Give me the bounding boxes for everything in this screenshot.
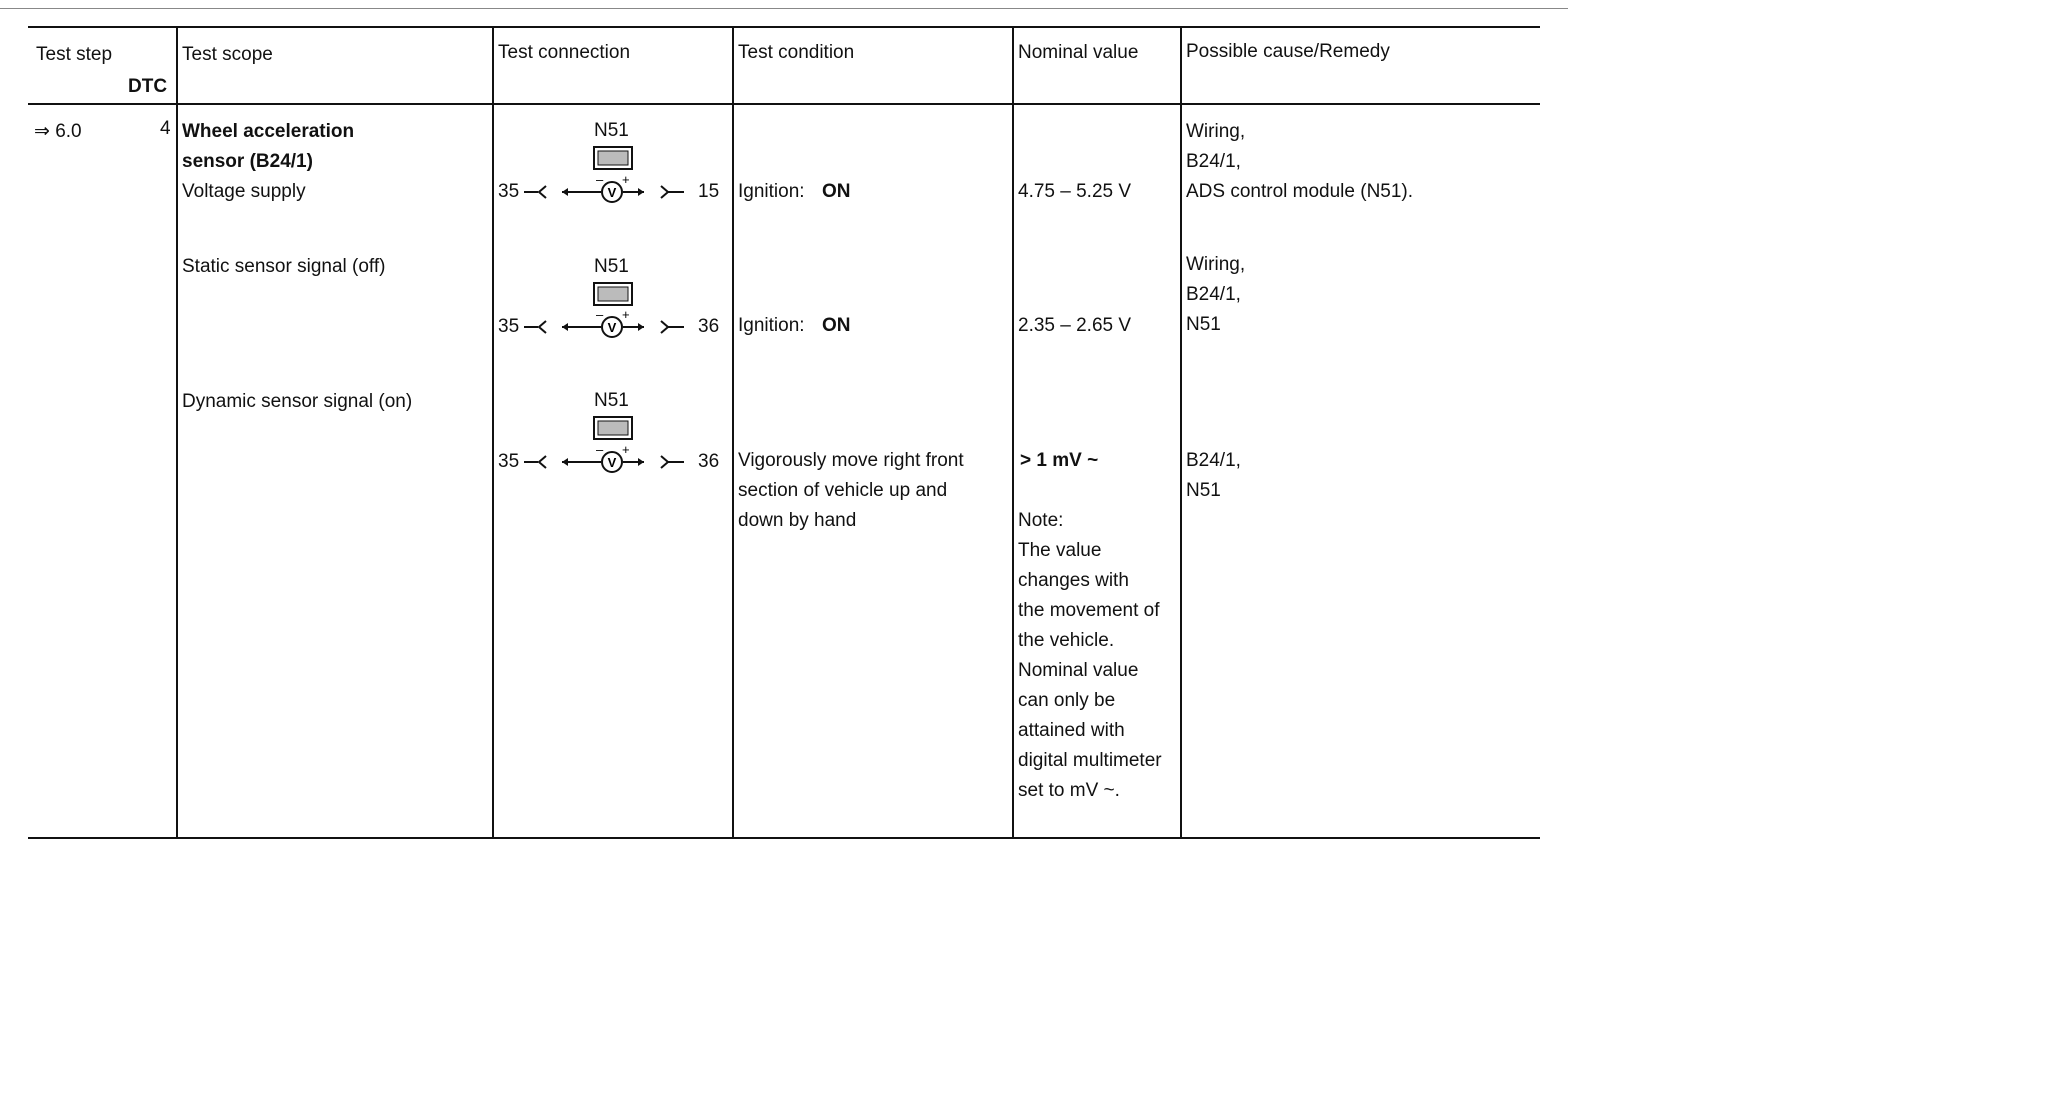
- module-label: N51: [594, 256, 629, 277]
- nominal-value: 4.75 – 5.25 V: [1018, 181, 1132, 202]
- voltmeter-connection-icon: [494, 116, 734, 206]
- note-line: The value: [1018, 540, 1102, 561]
- svg-text:V: V: [607, 320, 617, 335]
- possible-causes: [1186, 446, 1241, 506]
- note-line: Nominal value: [1018, 660, 1139, 681]
- header-bottom-border: [28, 103, 1540, 105]
- cause-item: Wiring,: [1186, 254, 1246, 275]
- cause-item: B24/1,: [1186, 450, 1241, 471]
- test-step-number: ⇒ 6.0: [34, 121, 82, 142]
- nominal-note: [1018, 506, 1162, 806]
- pin-right: 36: [698, 316, 720, 337]
- test-connection-diagram: [494, 116, 734, 206]
- svg-text:+: +: [622, 442, 630, 457]
- note-line: can only be: [1018, 690, 1116, 711]
- note-line: the vehicle.: [1018, 630, 1115, 651]
- table-bottom-border: [28, 837, 1540, 839]
- svg-text:–: –: [596, 172, 604, 187]
- cause-item: B24/1,: [1186, 284, 1241, 305]
- module-label: N51: [594, 120, 629, 141]
- condition-value: ON: [822, 181, 851, 202]
- header-nominal-value: Nominal value: [1018, 42, 1139, 63]
- column-divider-5: [1180, 26, 1182, 839]
- scope-dynamic-signal: Dynamic sensor signal (on): [182, 391, 413, 412]
- header-test-condition: Test condition: [738, 42, 855, 63]
- cause-item: N51: [1186, 314, 1221, 335]
- cause-item: N51: [1186, 480, 1221, 501]
- top-rule: [0, 8, 1568, 9]
- svg-text:V: V: [607, 185, 617, 200]
- note-line: attained with: [1018, 720, 1125, 741]
- pin-left: 35: [498, 181, 520, 202]
- header-test-step: Test step: [36, 44, 113, 65]
- pin-right: 36: [698, 451, 720, 472]
- scope-static-signal: Static sensor signal (off): [182, 256, 386, 277]
- cause-item: ADS control module (N51).: [1186, 181, 1414, 202]
- cause-item: Wiring,: [1186, 121, 1246, 142]
- header-possible-cause: Possible cause/Remedy: [1186, 41, 1390, 62]
- condition-label: Ignition:: [738, 181, 805, 202]
- test-connection-diagram: [494, 386, 734, 476]
- column-divider-1: [176, 26, 178, 839]
- scope-title-line-2: sensor (B24/1): [182, 151, 313, 172]
- header-test-scope: Test scope: [182, 44, 273, 65]
- scope-title-line-1: Wheel acceleration: [182, 121, 355, 142]
- svg-text:–: –: [596, 307, 604, 322]
- scope-voltage-supply: Voltage supply: [182, 181, 306, 202]
- nominal-value: > 1 mV ~: [1020, 450, 1099, 471]
- voltmeter-connection-icon: [494, 386, 734, 476]
- svg-text:+: +: [622, 172, 630, 187]
- condition-value: ON: [822, 315, 851, 336]
- pin-right: 15: [698, 181, 720, 202]
- header-test-connection: Test connection: [498, 42, 631, 63]
- cause-item: B24/1,: [1186, 151, 1241, 172]
- note-line: set to mV ~.: [1018, 780, 1120, 801]
- note-line: the movement of: [1018, 600, 1160, 621]
- header-dtc: DTC: [128, 76, 168, 97]
- condition-line: Vigorously move right front: [738, 450, 964, 471]
- condition-instructions: [738, 446, 964, 536]
- note-line: changes with: [1018, 570, 1129, 591]
- note-label: Note:: [1018, 510, 1064, 531]
- note-line: digital multimeter: [1018, 750, 1162, 771]
- voltmeter-connection-icon: [494, 252, 734, 342]
- nominal-value: 2.35 – 2.65 V: [1018, 315, 1132, 336]
- condition-label: Ignition:: [738, 315, 805, 336]
- condition-line: down by hand: [738, 510, 857, 531]
- possible-causes: [1186, 250, 1245, 340]
- pin-left: 35: [498, 316, 520, 337]
- possible-causes: [1186, 117, 1413, 207]
- svg-text:–: –: [596, 442, 604, 457]
- svg-text:V: V: [607, 455, 617, 470]
- table-top-border: [28, 26, 1540, 28]
- test-connection-diagram: [494, 252, 734, 342]
- column-divider-4: [1012, 26, 1014, 839]
- svg-text:+: +: [622, 307, 630, 322]
- module-label: N51: [594, 390, 629, 411]
- dtc-code: 4: [160, 118, 171, 139]
- pin-left: 35: [498, 451, 520, 472]
- condition-line: section of vehicle up and: [738, 480, 948, 501]
